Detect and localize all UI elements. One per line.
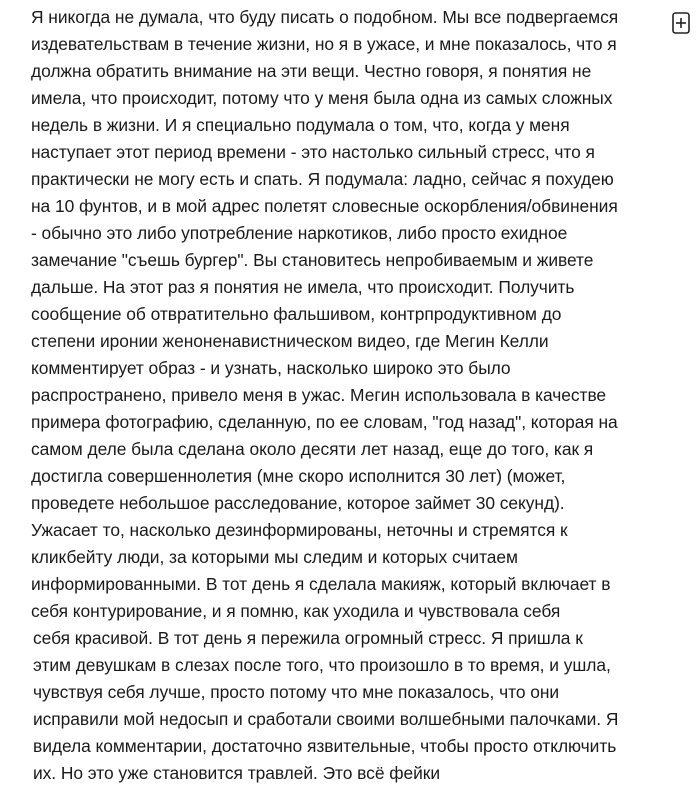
text-line: недель в жизни. И я специально подумала о том, что, когда у меня <box>31 115 570 135</box>
text-line: Я никогда не думала, что буду писать о подобном. Мы все подвергаемся <box>31 7 619 27</box>
text-line: исправили мой недосып и сработали своими волшебными палочками. Я <box>33 709 619 729</box>
text-line: дальше. На этот раз я понятия не имела, что происходит. Получить <box>31 277 575 297</box>
text-line: достигла совершеннолетия (мне скоро исполнится 30 лет) (может, <box>31 466 566 486</box>
text-line: на 10 фунтов, и в мой адрес полетят словесные оскорбления/обвинения <box>31 196 618 216</box>
text-line: информированными. В тот день я сделала макияж, который включает в <box>31 574 611 594</box>
square-plus-icon <box>672 12 690 34</box>
article-text <box>31 4 671 787</box>
add-button[interactable] <box>672 12 690 34</box>
text-line: их. Но это уже становится травлей. Это всё фейки <box>33 763 440 783</box>
text-line: видела комментарии, достаточно язвительные, чтобы просто отключить <box>33 736 617 756</box>
text-line: кликбейту люди, за которыми мы следим и которых считаем <box>31 547 518 567</box>
text-line: Ужасает то, насколько дезинформированы, неточны и стремятся к <box>31 520 568 540</box>
text-line: комментирует образ - и узнать, насколько широко это было <box>31 358 511 378</box>
text-line: чувствуя себя лучше, просто потому что мне показалось, что они <box>33 682 560 702</box>
text-line: замечание "съешь бургер". Вы становитесь непробиваемым и живете <box>31 250 594 270</box>
text-line: степени иронии женоненавистническом видео, где Мегин Келли <box>31 331 549 351</box>
text-line: наступает этот период времени - это настолько сильный стресс, что я <box>31 142 595 162</box>
text-line: - обычно это либо употребление наркотиков, либо просто ехидное <box>31 223 568 243</box>
text-line: себя контурирование, и я помню, как уходила и чувствовала себя <box>31 601 561 621</box>
text-line: этим девушкам в слезах после того, что произошло в то время, и ушла, <box>33 655 611 675</box>
text-line: имела, что происходит, потому что у меня была одна из самых сложных <box>31 88 613 108</box>
text-line: примера фотографию, сделанную, по ее словам, "год назад", которая на <box>31 412 618 432</box>
text-line: издевательствам в течение жизни, но я в ужасе, и мне показалось, что я <box>31 34 617 54</box>
text-line: должна обратить внимание на эти вещи. Честно говоря, я понятия не <box>31 61 592 81</box>
text-line: проведете небольшое расследование, которое займет 30 секунд). <box>31 493 565 513</box>
text-line: сообщение об отвратительно фальшивом, контрпродуктивном до <box>31 304 562 324</box>
text-line: себя красивой. В тот день я пережила огромный стресс. Я пришла к <box>33 628 583 648</box>
text-line: самом деле была сделана около десяти лет назад, еще до того, как я <box>31 439 594 459</box>
text-line: практически не могу есть и спать. Я подумала: ладно, сейчас я похудею <box>31 169 614 189</box>
text-line: распространено, привело меня в ужас. Мегин использовала в качестве <box>31 385 607 405</box>
